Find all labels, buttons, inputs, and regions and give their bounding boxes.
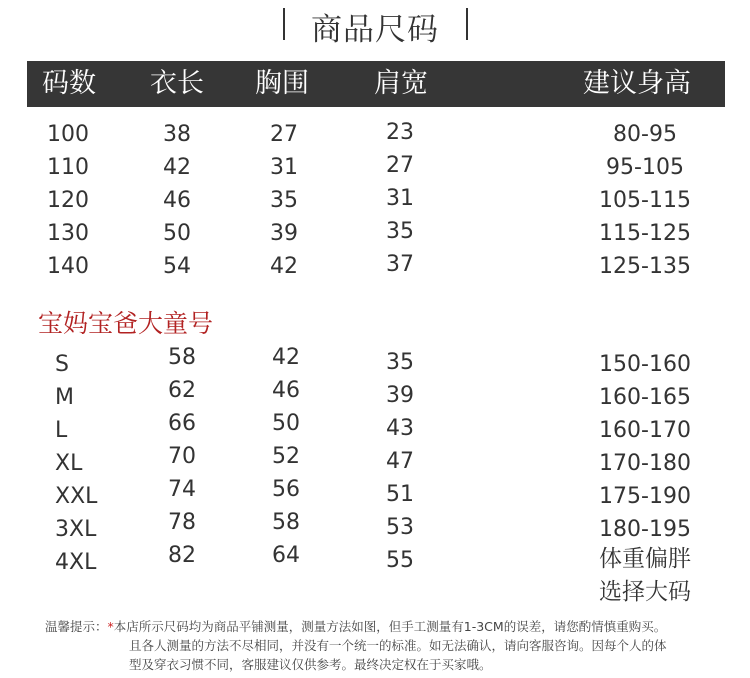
note-line-2: 且各人测量的方法不尽相同，并没有一个统一的标准。如无法确认，请向客服咨询。因每个人的体 — [129, 638, 667, 653]
cell-length: 70 — [168, 444, 196, 469]
cell-chest: 42 — [272, 345, 300, 370]
cell-chest: 27 — [270, 122, 298, 147]
table-header — [27, 61, 725, 107]
cell-shoulder: 35 — [386, 350, 414, 375]
cell-length: 62 — [168, 378, 196, 403]
cell-length: 38 — [163, 122, 191, 147]
cell-shoulder: 53 — [386, 515, 414, 540]
cell-height: 95-105 — [606, 155, 684, 180]
cell-chest: 58 — [272, 510, 300, 535]
cell-height: 160-170 — [599, 418, 691, 443]
cell-shoulder: 43 — [386, 416, 414, 441]
cell-length: 66 — [168, 411, 196, 436]
cell-chest: 35 — [270, 188, 298, 213]
cell-size: S — [55, 352, 69, 377]
cell-length: 82 — [168, 543, 196, 568]
cell-height: 175-190 — [599, 484, 691, 509]
cell-chest: 56 — [272, 477, 300, 502]
cell-size: XXL — [55, 484, 98, 509]
cell-length: 78 — [168, 510, 196, 535]
cell-chest: 46 — [272, 378, 300, 403]
cell-size: L — [55, 418, 68, 443]
cell-height: 115-125 — [599, 221, 691, 246]
cell-shoulder: 55 — [386, 548, 414, 573]
cell-length: 50 — [163, 221, 191, 246]
cell-height: 180-195 — [599, 517, 691, 542]
header-height: 建议身高 — [583, 68, 691, 99]
cell-size: 130 — [47, 221, 89, 246]
cell-height: 160-165 — [599, 385, 691, 410]
cell-chest: 64 — [272, 543, 300, 568]
header-length: 衣长 — [150, 68, 204, 99]
cell-size: XL — [55, 451, 83, 476]
note-text-1: 本店所示尺码均为商品平铺测量，测量方法如图，但手工测量有1-3CM的误差，请您酌情慎重购买。 — [113, 619, 667, 634]
note-line-3: 型及穿衣习惯不同，客服建议仅供参考。最终决定权在于买家哦。 — [129, 657, 492, 672]
cell-shoulder: 23 — [386, 120, 414, 145]
cell-shoulder: 37 — [386, 252, 414, 277]
cell-size: 140 — [47, 254, 89, 279]
cell-height-line2: 选择大码 — [599, 579, 691, 605]
cell-length: 42 — [163, 155, 191, 180]
cell-shoulder: 35 — [386, 219, 414, 244]
cell-height: 80-95 — [613, 122, 677, 147]
cell-size: 120 — [47, 188, 89, 213]
cell-shoulder: 47 — [386, 449, 414, 474]
header-size: 码数 — [42, 68, 96, 99]
cell-shoulder: 51 — [386, 482, 414, 507]
title-divider-right — [466, 8, 468, 40]
adult-section-title: 宝妈宝爸大童号 — [38, 309, 214, 338]
cell-size: M — [55, 385, 74, 410]
page-title: 商品尺码 — [311, 12, 439, 48]
cell-shoulder: 27 — [386, 153, 414, 178]
cell-length: 58 — [168, 345, 196, 370]
cell-chest: 42 — [270, 254, 298, 279]
cell-length: 74 — [168, 477, 196, 502]
cell-height: 体重偏胖 — [599, 546, 691, 572]
cell-size: 4XL — [55, 550, 97, 575]
cell-height: 105-115 — [599, 188, 691, 213]
title-divider-left — [283, 8, 285, 40]
cell-height: 150-160 — [599, 352, 691, 377]
cell-length: 54 — [163, 254, 191, 279]
note-line-1 — [45, 618, 666, 635]
cell-height: 125-135 — [599, 254, 691, 279]
cell-size: 110 — [47, 155, 89, 180]
cell-length: 46 — [163, 188, 191, 213]
cell-shoulder: 31 — [386, 186, 414, 211]
cell-chest: 39 — [270, 221, 298, 246]
cell-chest: 50 — [272, 411, 300, 436]
cell-size: 3XL — [55, 517, 97, 542]
cell-chest: 31 — [270, 155, 298, 180]
note-label: 温馨提示： — [45, 619, 108, 634]
cell-shoulder: 39 — [386, 383, 414, 408]
note-star: * — [107, 619, 114, 634]
header-shoulder: 肩宽 — [374, 68, 428, 99]
cell-height: 170-180 — [599, 451, 691, 476]
header-chest: 胸围 — [255, 68, 309, 99]
cell-chest: 52 — [272, 444, 300, 469]
cell-size: 100 — [47, 122, 89, 147]
